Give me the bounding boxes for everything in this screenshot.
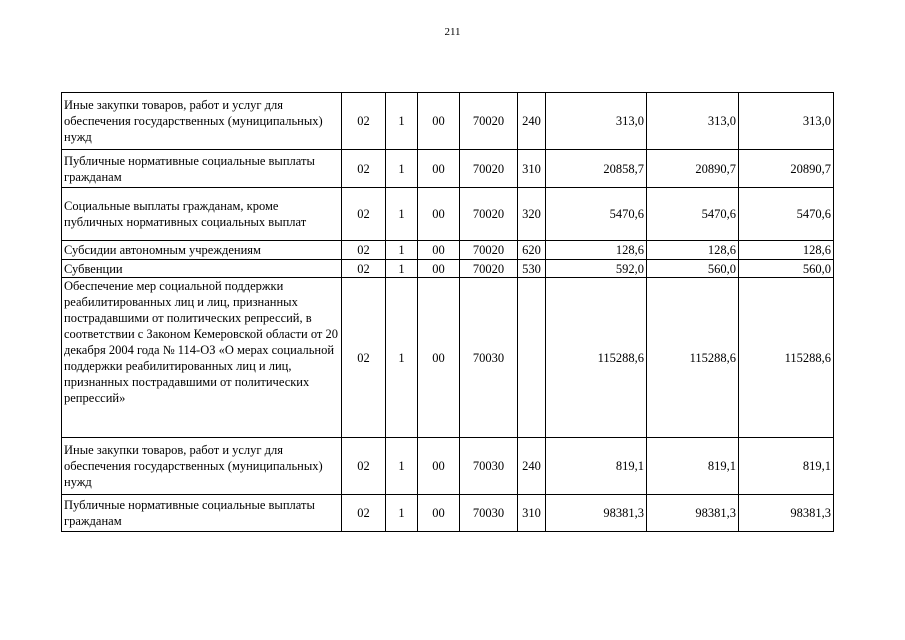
table-row: [62, 150, 834, 188]
item-name: Публичные нормативные социальные выплаты гражданам: [62, 150, 342, 188]
item-name: Публичные нормативные социальные выплаты гражданам: [62, 495, 342, 532]
amount-1: 98381,3: [546, 495, 647, 532]
table-row: [62, 241, 834, 260]
table-row: [62, 278, 834, 438]
amount-2: 313,0: [647, 93, 739, 150]
amount-1: 20858,7: [546, 150, 647, 188]
amount-3: 560,0: [739, 260, 834, 278]
expense-type-code: 320: [518, 188, 546, 241]
program-code: 00: [418, 150, 460, 188]
expense-type-code: 310: [518, 495, 546, 532]
item-name: Субвенции: [62, 260, 342, 278]
amount-1: 313,0: [546, 93, 647, 150]
section-code: 02: [342, 150, 386, 188]
program-code: 00: [418, 188, 460, 241]
expense-type-code: [518, 278, 546, 438]
article-code: 70020: [460, 188, 518, 241]
item-name: Обеспечение мер социальной поддержки реабилитированных лиц и лиц, признанных пострадавшими от политических репрессий, в соответствии с Законом Кемеровской области от 20 декабря 2004 года № 114-ОЗ «О мерах социальной поддержки реабилитированных лиц и лиц, признанных пострадавшими от политических репрессий»: [62, 278, 342, 438]
program-code: 00: [418, 278, 460, 438]
amount-3: 20890,7: [739, 150, 834, 188]
subsection-code: 1: [386, 150, 418, 188]
amount-2: 98381,3: [647, 495, 739, 532]
section-code: 02: [342, 438, 386, 495]
article-code: 70020: [460, 93, 518, 150]
amount-3: 115288,6: [739, 278, 834, 438]
expense-type-code: 240: [518, 93, 546, 150]
amount-1: 592,0: [546, 260, 647, 278]
amount-2: 20890,7: [647, 150, 739, 188]
article-code: 70020: [460, 150, 518, 188]
expense-type-code: 620: [518, 241, 546, 260]
amount-1: 128,6: [546, 241, 647, 260]
article-code: 70020: [460, 260, 518, 278]
article-code: 70030: [460, 278, 518, 438]
amount-1: 819,1: [546, 438, 647, 495]
budget-table: [61, 92, 834, 532]
amount-3: 313,0: [739, 93, 834, 150]
section-code: 02: [342, 241, 386, 260]
amount-2: 560,0: [647, 260, 739, 278]
section-code: 02: [342, 188, 386, 241]
article-code: 70030: [460, 495, 518, 532]
table-row: [62, 93, 834, 150]
program-code: 00: [418, 93, 460, 150]
section-code: 02: [342, 260, 386, 278]
amount-2: 128,6: [647, 241, 739, 260]
subsection-code: 1: [386, 260, 418, 278]
table-row: [62, 260, 834, 278]
article-code: 70030: [460, 438, 518, 495]
article-code: 70020: [460, 241, 518, 260]
program-code: 00: [418, 241, 460, 260]
item-name: Субсидии автономным учреждениям: [62, 241, 342, 260]
section-code: 02: [342, 278, 386, 438]
program-code: 00: [418, 495, 460, 532]
expense-type-code: 530: [518, 260, 546, 278]
program-code: 00: [418, 260, 460, 278]
subsection-code: 1: [386, 438, 418, 495]
amount-2: 115288,6: [647, 278, 739, 438]
section-code: 02: [342, 495, 386, 532]
amount-3: 128,6: [739, 241, 834, 260]
item-name: Иные закупки товаров, работ и услуг для обеспечения государственных (муниципальных) нужд: [62, 438, 342, 495]
amount-3: 5470,6: [739, 188, 834, 241]
table-row: [62, 495, 834, 532]
program-code: 00: [418, 438, 460, 495]
table-row: [62, 188, 834, 241]
expense-type-code: 310: [518, 150, 546, 188]
amount-3: 98381,3: [739, 495, 834, 532]
amount-1: 115288,6: [546, 278, 647, 438]
item-name: Социальные выплаты гражданам, кроме публичных нормативных социальных выплат: [62, 188, 342, 241]
amount-2: 819,1: [647, 438, 739, 495]
table-row: [62, 438, 834, 495]
subsection-code: 1: [386, 495, 418, 532]
subsection-code: 1: [386, 188, 418, 241]
amount-3: 819,1: [739, 438, 834, 495]
expense-type-code: 240: [518, 438, 546, 495]
subsection-code: 1: [386, 241, 418, 260]
amount-1: 5470,6: [546, 188, 647, 241]
subsection-code: 1: [386, 278, 418, 438]
page-number: 211: [444, 26, 461, 38]
section-code: 02: [342, 93, 386, 150]
item-name: Иные закупки товаров, работ и услуг для обеспечения государственных (муниципальных) нужд: [62, 93, 342, 150]
amount-2: 5470,6: [647, 188, 739, 241]
subsection-code: 1: [386, 93, 418, 150]
